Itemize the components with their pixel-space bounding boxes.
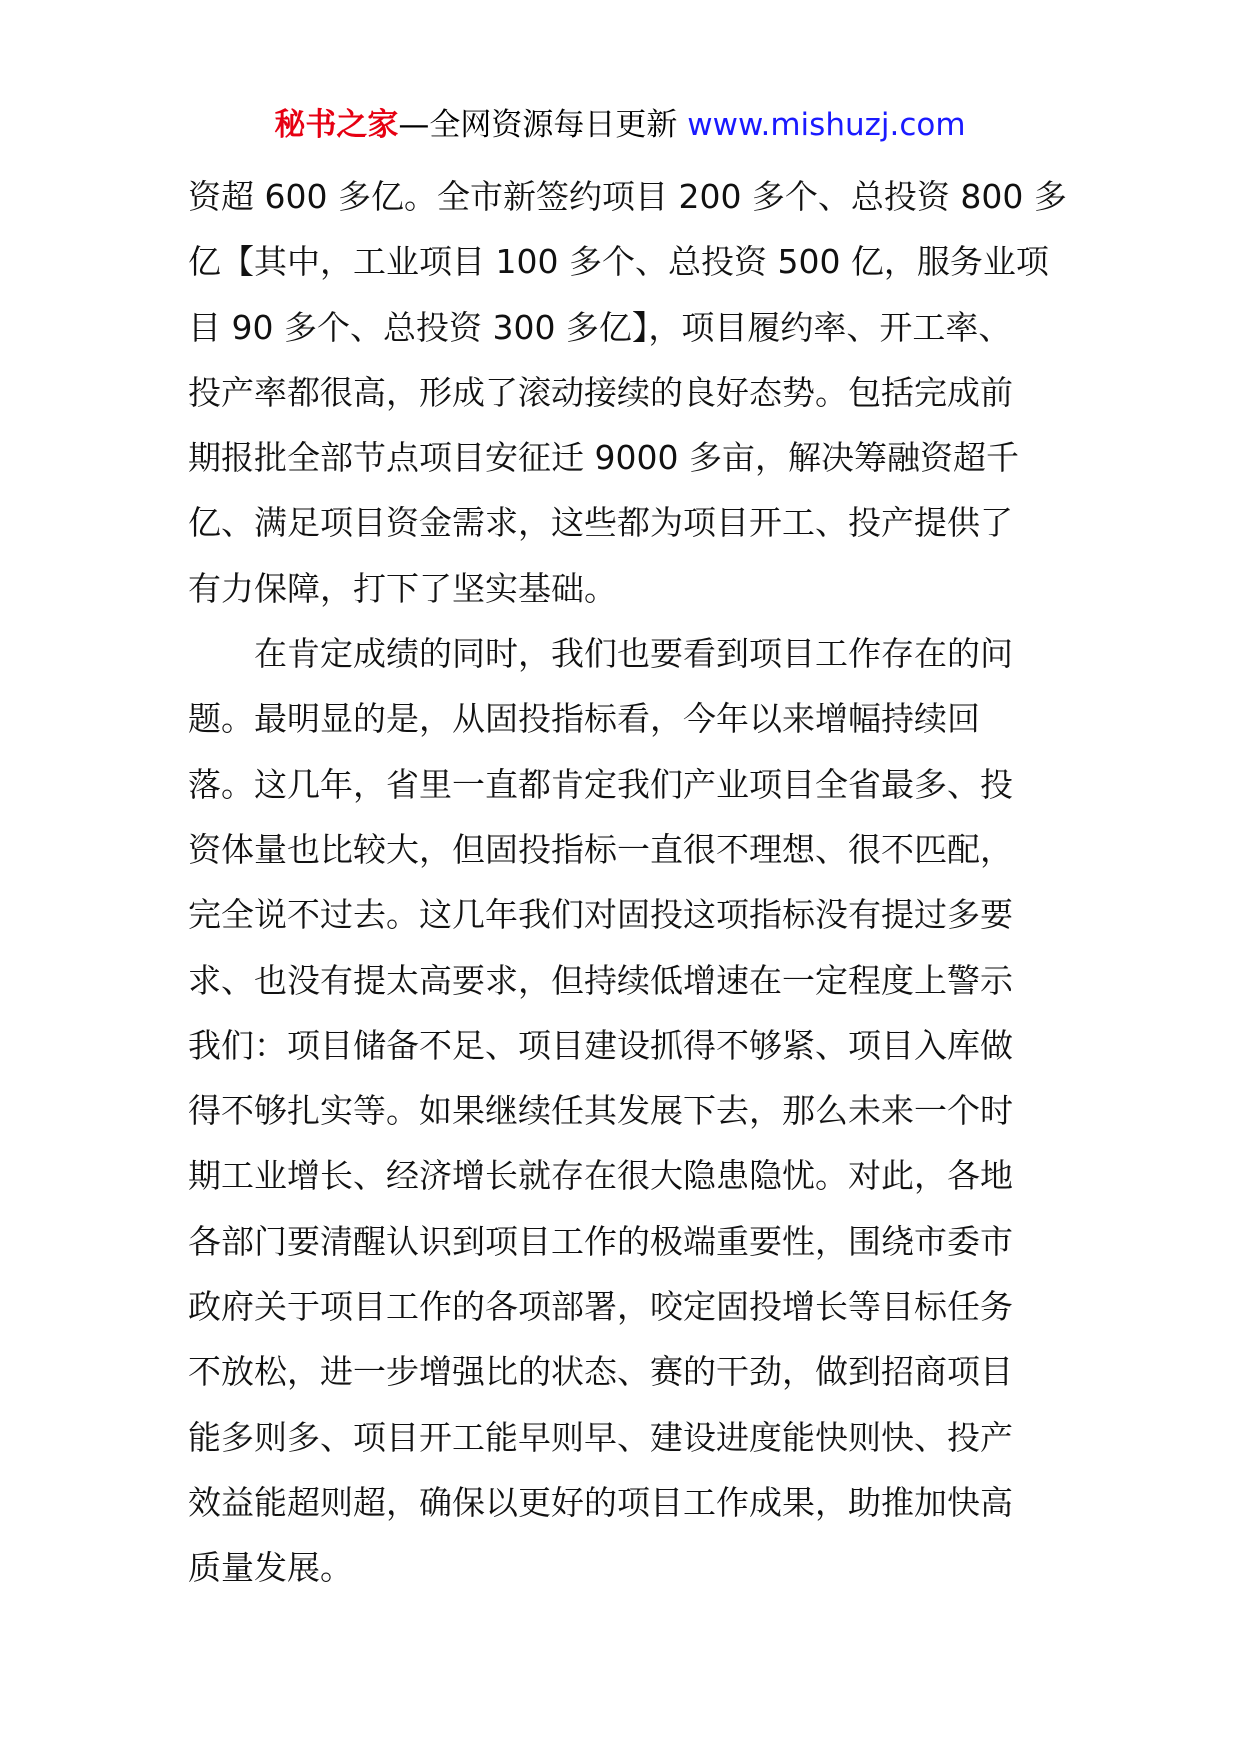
site-header xyxy=(0,103,1240,147)
text-line-20: 能多则多、项目开工能早则早、建设进度能快则快、投产 xyxy=(188,1417,1013,1457)
text-line-18: 政府关于项目工作的各项部署，咬定固投增长等目标任务 xyxy=(188,1287,1013,1327)
text-line-5: 期报批全部节点项目安征迁 9000 多亩，解决筹融资超千 xyxy=(188,438,1019,478)
text-line-4: 投产率都很高，形成了滚动接续的良好态势。包括完成前 xyxy=(188,372,1013,412)
brand-name: 秘书之家 xyxy=(274,107,399,143)
text-line-19: 不放松，进一步增强比的状态、赛的干劲，做到招商项目 xyxy=(188,1352,1013,1392)
text-line-2: 亿【其中，工业项目 100 多个、总投资 500 亿，服务业项 xyxy=(188,242,1049,282)
header-slogan: —全网资源每日更新 xyxy=(398,107,678,143)
text-line-7: 有力保障，打下了坚实基础。 xyxy=(188,568,617,608)
text-line-14: 我们：项目储备不足、项目建设抓得不够紧、项目入库做 xyxy=(188,1025,1013,1065)
text-line-3: 目 90 多个、总投资 300 多亿】，项目履约率、开工率、 xyxy=(188,307,1012,347)
text-line-10: 落。这几年，省里一直都肯定我们产业项目全省最多、投 xyxy=(188,764,1013,804)
text-line-15: 得不够扎实等。如果继续任其发展下去，那么未来一个时 xyxy=(188,1091,1013,1131)
text-line-1: 资超 600 多亿。全市新签约项目 200 多个、总投资 800 多 xyxy=(188,177,1067,216)
text-line-12: 完全说不过去。这几年我们对固投这项指标没有提过多要 xyxy=(188,895,1013,935)
text-line-17: 各部门要清醒认识到项目工作的极端重要性，围绕市委市 xyxy=(188,1221,1013,1261)
text-line-13: 求、也没有提太高要求，但持续低增速在一定程度上警示 xyxy=(188,960,1013,1000)
text-line-9: 题。最明显的是，从固投指标看，今年以来增幅持续回 xyxy=(188,699,980,739)
document-body xyxy=(188,164,1068,1601)
text-line-11: 资体量也比较大，但固投指标一直很不理想、很不匹配， xyxy=(188,829,1013,869)
text-line-6: 亿、满足项目资金需求，这些都为项目开工、投产提供了 xyxy=(188,503,1013,543)
text-line-8: 在肯定成绩的同时，我们也要看到项目工作存在的问 xyxy=(254,634,1013,674)
site-url-link[interactable]: www.mishuzj.com xyxy=(687,107,966,143)
text-line-22: 质量发展。 xyxy=(188,1548,353,1588)
text-line-16: 期工业增长、经济增长就存在很大隐患隐忧。对此，各地 xyxy=(188,1156,1013,1196)
text-line-21: 效益能超则超，确保以更好的项目工作成果，助推加快高 xyxy=(188,1482,1013,1522)
